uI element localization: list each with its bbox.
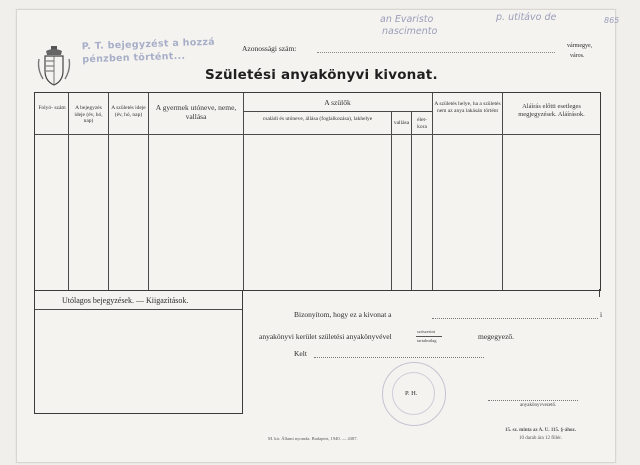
coat-of-arms-icon xyxy=(37,45,71,89)
header-szuletes-helye: A születés helye, ha a születés nem az anya lakásán történt xyxy=(434,101,501,114)
bizonyitom-text: Bizonyítom, hogy ez a kivonat a xyxy=(294,310,392,319)
header-alairas: Aláírás előtti esetleges megjegyzések. Aláírások. xyxy=(518,103,585,118)
utolagos-divider xyxy=(35,309,242,310)
header-gyermek: A gyermek utóneve, neme, vallása xyxy=(155,103,237,121)
szulok-divider xyxy=(243,111,432,112)
header-szulok-nev: családi és utóneve, állása (foglalkozása), lakhelye xyxy=(262,116,373,122)
anyakonyvi-text: anyakönyvi kerület születési anyakönyvével xyxy=(259,332,392,341)
col-line-6 xyxy=(411,111,412,290)
header-vallasa: vallása xyxy=(393,120,410,126)
header-szuletes-ideje: A születés ideje (év, hó, nap) xyxy=(111,105,146,118)
tartalmilag-label: tartalmilag xyxy=(417,338,437,343)
handwritten-note-1: an Evaristo xyxy=(380,14,434,25)
form-price: 10 darab ára 12 fillér. xyxy=(519,436,562,441)
varmegye-label: vármegye, xyxy=(567,43,593,49)
right-edge-tick xyxy=(599,289,600,297)
i-mark: i xyxy=(600,310,603,319)
signature-field[interactable] xyxy=(488,400,578,401)
handwritten-note-2: p. utitávo de xyxy=(496,12,557,23)
form-number: 15. sz. minta az A. U. 115. §-ához. xyxy=(505,428,576,433)
document-title: Születési anyakönyvi kivonat. xyxy=(205,67,438,83)
fraction-line xyxy=(416,336,442,337)
szoszerint-label: szószerint xyxy=(417,329,435,334)
stamp-line-1: P. T. bejegyzést a hozzá xyxy=(81,36,216,53)
handwritten-corner-number: 865 xyxy=(604,16,620,25)
col-line-2 xyxy=(108,93,109,290)
header-szulok: A szülők xyxy=(324,98,351,107)
col-line-1 xyxy=(68,93,69,290)
megegyezo-text: megegyező. xyxy=(478,332,515,341)
header-bejegyzes: A bejegyzés ideje (év, hó, nap) xyxy=(74,105,103,124)
stamp-line-2: pénzben történt... xyxy=(82,50,186,66)
col-line-7 xyxy=(432,93,433,290)
header-eletkora: élet- kora xyxy=(417,117,427,130)
kivonat-field[interactable] xyxy=(432,318,598,319)
utolagos-title: Utólagos bejegyzések. — Kiigazítások. xyxy=(62,296,189,305)
ph-label: P. H. xyxy=(405,390,418,397)
header-folyoszam: Folyó- szám xyxy=(38,105,66,111)
varos-label: város. xyxy=(570,53,585,59)
azonossagi-label: Azonossági szám: xyxy=(242,44,297,53)
handwritten-note-3: nascimento xyxy=(382,26,438,37)
register-table xyxy=(34,92,601,291)
col-line-3 xyxy=(148,93,149,290)
kelt-label: Kelt xyxy=(294,349,307,358)
utolagos-box xyxy=(34,290,243,414)
header-divider xyxy=(35,134,600,135)
kelt-field[interactable] xyxy=(314,357,484,358)
col-line-4 xyxy=(243,93,244,290)
col-line-5 xyxy=(391,111,392,290)
ink-stamp xyxy=(82,36,216,67)
printer-imprint: M. kir. Állami nyomda. Budapest, 1940. — 4387. xyxy=(268,436,358,441)
anyakonyvvezeto-label: anyakönyvvezető. xyxy=(520,403,557,408)
azonossagi-field[interactable] xyxy=(317,52,555,53)
col-line-8 xyxy=(502,93,503,290)
